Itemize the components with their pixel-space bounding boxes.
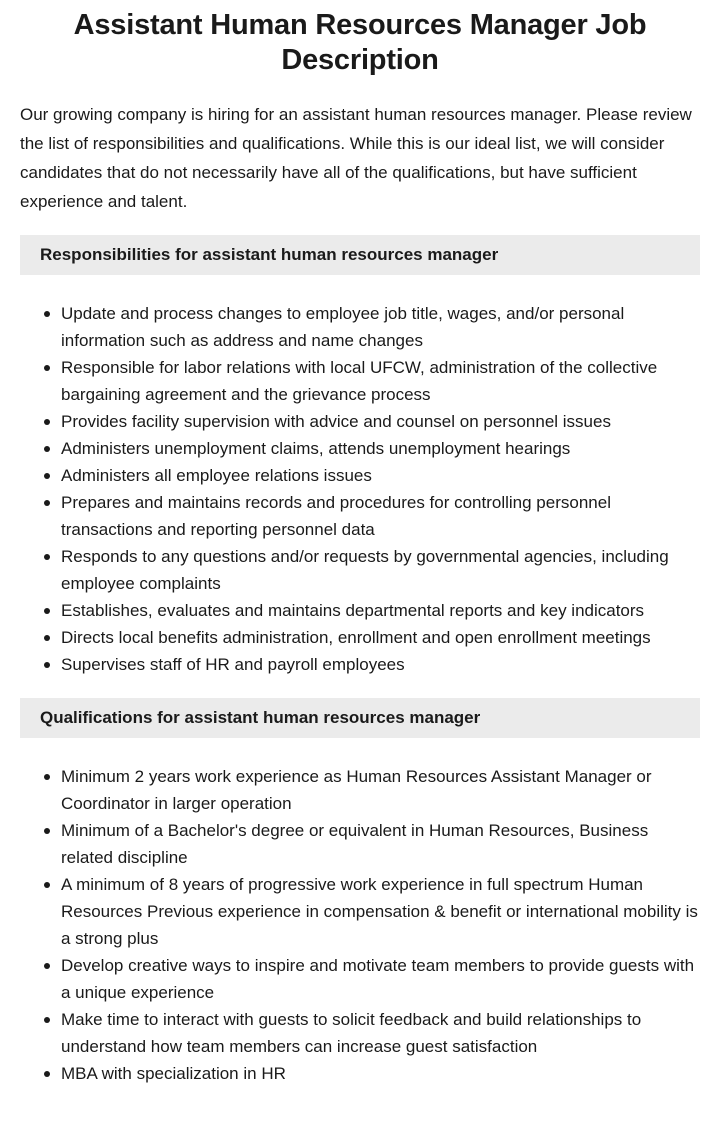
list-item: Minimum 2 years work experience as Human Resources Assistant Manager or Coordinator in larger operation	[44, 763, 700, 817]
list-item: Prepares and maintains records and procedures for controlling personnel transactions and reporting personnel data	[44, 489, 700, 543]
list-item: MBA with specialization in HR	[44, 1060, 700, 1087]
job-description-page	[0, 8, 720, 1087]
list-item: Responsible for labor relations with local UFCW, administration of the collective bargaining agreement and the grievance process	[44, 354, 700, 408]
intro-paragraph: Our growing company is hiring for an assistant human resources manager. Please review the list of responsibilities and qualifications. While this is our ideal list, we will consider candidates that do not necessarily have all of the qualifications, but have sufficient experience and talent.	[20, 105, 692, 211]
responsibilities-heading: Responsibilities for assistant human resources manager	[20, 235, 700, 275]
list-item: Make time to interact with guests to solicit feedback and build relationships to understand how team members can increase guest satisfaction	[44, 1006, 700, 1060]
list-item: Administers all employee relations issues	[44, 462, 700, 489]
list-item: Directs local benefits administration, enrollment and open enrollment meetings	[44, 624, 700, 651]
list-item: Responds to any questions and/or requests by governmental agencies, including employee complaints	[44, 543, 700, 597]
list-item: Provides facility supervision with advice and counsel on personnel issues	[44, 408, 700, 435]
list-item: Administers unemployment claims, attends unemployment hearings	[44, 435, 700, 462]
qualifications-list	[20, 763, 700, 1087]
list-item: A minimum of 8 years of progressive work experience in full spectrum Human Resources Previous experience in compensation & benefit or international mobility is a strong plus	[44, 871, 700, 952]
responsibilities-list	[20, 300, 700, 678]
list-item: Develop creative ways to inspire and motivate team members to provide guests with a unique experience	[44, 952, 700, 1006]
list-item: Update and process changes to employee job title, wages, and/or personal information such as address and name changes	[44, 300, 700, 354]
list-item: Minimum of a Bachelor's degree or equivalent in Human Resources, Business related discipline	[44, 817, 700, 871]
qualifications-heading: Qualifications for assistant human resources manager	[20, 698, 700, 738]
list-item: Establishes, evaluates and maintains departmental reports and key indicators	[44, 597, 700, 624]
qualifications-section	[0, 698, 720, 1087]
responsibilities-section	[0, 235, 720, 678]
list-item: Supervises staff of HR and payroll employees	[44, 651, 700, 678]
page-title: Assistant Human Resources Manager Job Description	[73, 9, 647, 76]
